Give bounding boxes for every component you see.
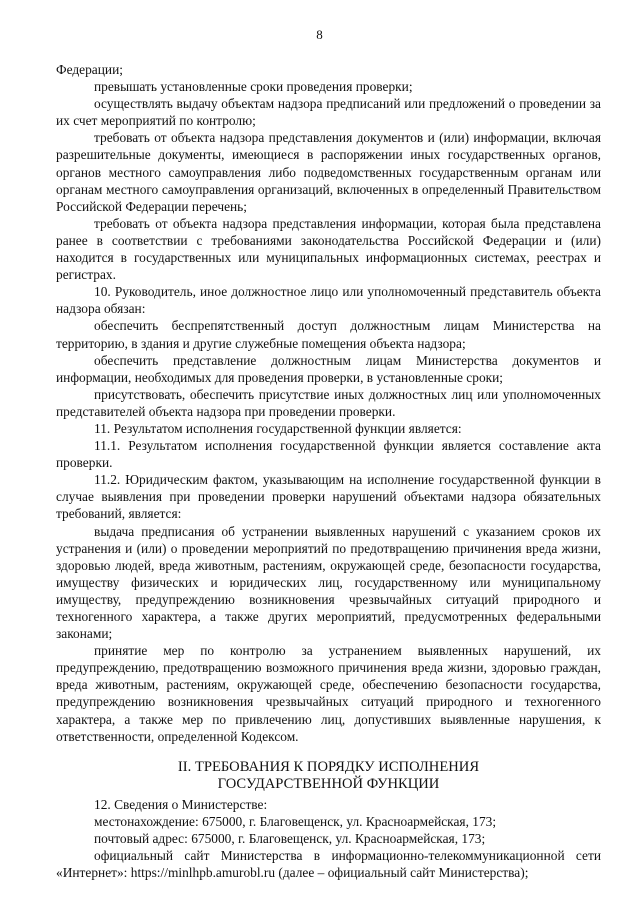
paragraph: 12. Сведения о Министерстве: — [94, 796, 268, 812]
paragraph: почтовый адрес: 675000, г. Благовещенск, ул. Красноармейская, 173; — [94, 830, 486, 846]
section-heading-line: II. ТРЕБОВАНИЯ К ПОРЯДКУ ИСПОЛНЕНИЯ — [177, 758, 480, 775]
paragraph: 11.1. Результатом исполнения государственной функции является составление акта проверки. — [56, 438, 601, 471]
paragraph: обеспечить беспрепятственный доступ должностным лицам Министерства на территорию, в здания и другие служебные помещения объекта надзора; — [56, 318, 601, 351]
paragraph: 10. Руководитель, иное должностное лицо или уполномоченный представитель объекта надзора обязан: — [56, 284, 601, 317]
paragraph: выдача предписания об устранении выявленных нарушений с указанием сроков их устранения и (или) о проведении мероприятий по предотвращению причинения вреда жизни, здоровью людей, вреда животным, растениям, окружающей среде, безопасности государства, имуществу физических и юридических лиц, государственному или муниципальному имуществу, предупреждению возникновения чрезвычайных ситуаций природного и техногенного характера, а также других мероприятий, предусмотренных федеральными законами; — [56, 523, 601, 642]
paragraphs-bottom — [56, 796, 601, 881]
paragraph: осуществлять выдачу объектам надзора предписаний или предложений о проведении за их счет мероприятий по контролю; — [56, 96, 601, 129]
page-number: 8 — [316, 27, 323, 42]
paragraphs-top — [56, 61, 601, 745]
paragraph: Федерации; — [56, 62, 123, 77]
paragraph: обеспечить представление должностным лицам Министерства документов и информации, необходимых для проведения проверки, в установленные сроки; — [56, 352, 601, 385]
paragraph: принятие мер по контролю за устранением выявленных нарушений, их предупреждению, предотвращению возможного причинения вреда жизни, здоровью граждан, вреда животным, растениям, окружающей среде, обеспечению безопасности государства, предупреждению возникновения чрезвычайных ситуаций природного и техногенного характера, а также мер по привлечению лиц, допустивших выявленные нарушения, к ответственности, определенной Кодексом. — [56, 643, 601, 744]
paragraph: официальный сайт Министерства в информационно-телекоммуникационной сети «Интернет»: https://minlhpb.amurobl.ru (далее – официальный сайт Министерства); — [56, 848, 601, 881]
section-heading — [56, 759, 601, 794]
document-body — [56, 61, 601, 881]
section-heading-line: ГОСУДАРСТВЕННОЙ ФУНКЦИИ — [217, 776, 440, 793]
paragraph: требовать от объекта надзора представления документов и (или) информации, включая разрешительные документы, имеющиеся в распоряжении иных государственных органов, органов местного самоуправления либо подведомственных государственным органам или органам местного самоуправления организаций, включенных в определенный Правительством Российской Федерации перечень; — [56, 130, 601, 214]
paragraph: присутствовать, обеспечить присутствие иных должностных лиц или уполномоченных представителей объекта надзора при проведении проверки. — [56, 386, 601, 419]
paragraph: 11. Результатом исполнения государственной функции является: — [94, 420, 462, 436]
paragraph: местонахождение: 675000, г. Благовещенск, ул. Красноармейская, 173; — [94, 813, 497, 829]
paragraph: требовать от объекта надзора представления информации, которая была представлена ранее в соответствии с требованиями законодательства Российской Федерации и (или) находится в государственных или муниципальных информационных системах, реестрах и регистрах. — [56, 215, 601, 283]
paragraph: 11.2. Юридическим фактом, указывающим на исполнение государственной функции в случае выявления при проведении проверки нарушений объектами надзора обязательных требований, является: — [56, 472, 601, 522]
paragraph: превышать установленные сроки проведения проверки; — [94, 79, 413, 95]
